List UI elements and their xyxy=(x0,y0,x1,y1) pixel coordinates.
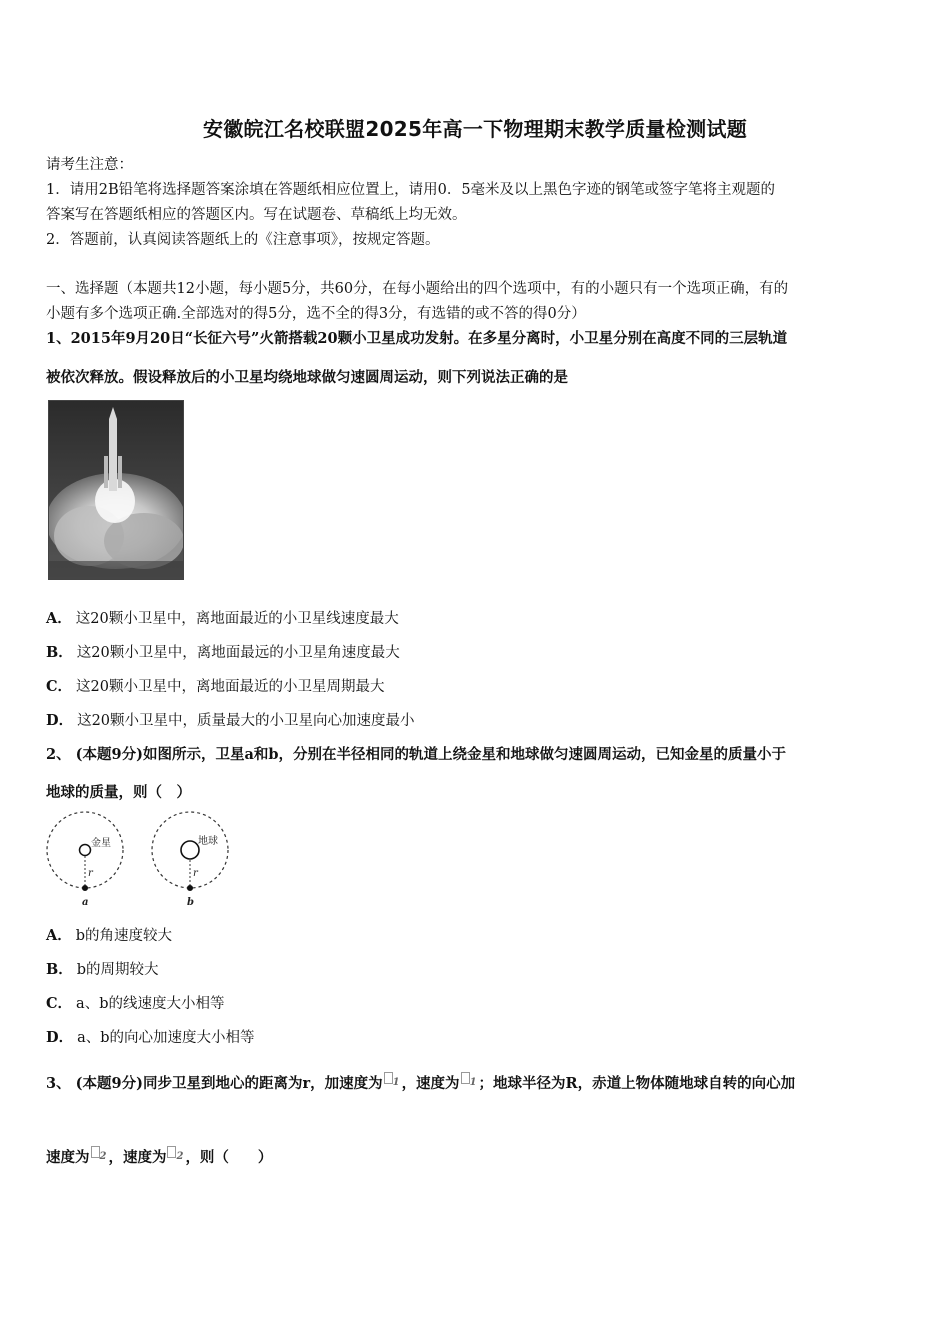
q3-text-e: ，速度为 xyxy=(108,1149,167,1166)
option-letter: B． xyxy=(46,961,73,978)
option-text: 这20颗小卫星中，质量最大的小卫星向心加速度最小 xyxy=(77,713,415,729)
option-letter: B． xyxy=(46,644,73,661)
orbit-diagram-svg xyxy=(42,810,242,908)
earth-label: 地球 xyxy=(198,836,218,847)
venus-label: 金星 xyxy=(91,838,111,849)
satellite-b xyxy=(187,885,193,891)
question-2-line-1: 2、 (本题9分)如图所示，卫星a和b，分别在半径相同的轨道上绕金星和地球做匀速圆周运动，已知金星的质量小于 xyxy=(46,746,786,763)
missing-glyph-icon xyxy=(384,1072,393,1084)
rocket-launch-photo xyxy=(48,400,184,580)
radius-label-left: r xyxy=(88,868,93,879)
page-title: 安徽皖江名校联盟2025年高一下物理期末教学质量检测试题 xyxy=(202,117,748,141)
option-text: 这20颗小卫星中，离地面最近的小卫星周期最大 xyxy=(76,679,385,695)
option-letter: C． xyxy=(46,995,73,1012)
satellite-b-label: b xyxy=(187,897,194,908)
q3-text-d: 速度为 xyxy=(46,1149,90,1166)
option-letter: A． xyxy=(46,927,72,944)
notice-item-1-line-2: 答案写在答题纸相应的答题区内。写在试题卷、草稿纸上均无效。 xyxy=(46,207,467,223)
option-letter: C． xyxy=(46,678,73,695)
option-text: b的周期较大 xyxy=(76,962,159,978)
question-3-line-2 xyxy=(46,1146,272,1167)
option-text: a、b的线速度大小相等 xyxy=(76,996,225,1012)
satellite-a-label: a xyxy=(82,897,89,908)
option-text: b的角速度较大 xyxy=(75,928,173,944)
q3-sub-2: 2 xyxy=(99,1151,107,1162)
notice-heading: 请考生注意： xyxy=(46,157,133,173)
question-1-line-1: 1、2015年9月20日“长征六号”火箭搭载20颗小卫星成功发射。在多星分离时，小卫星分别在高度不同的三层轨道 xyxy=(46,330,788,347)
q3-text-a: 3、 (本题9分)同步卫星到地心的距离为r，加速度为 xyxy=(46,1075,383,1092)
q3-sub-2b: 2 xyxy=(176,1151,184,1162)
section-heading-line-1: 一、选择题（本题共12小题，每小题5分，共60分，在每小题给出的四个选项中，有的小题只有一个选项正确，有的 xyxy=(46,281,789,297)
notice-item-1-line-1: 1．请用2B铅笔将选择题答案涂填在答题纸相应位置上，请用0．5毫米及以上黑色字迹的钢笔或签字笔将主观题的 xyxy=(46,182,776,198)
missing-glyph-icon xyxy=(91,1146,100,1158)
q2-option-c xyxy=(46,992,224,1013)
rocket-launch-image xyxy=(49,401,183,579)
option-letter: A． xyxy=(46,610,72,627)
question-2-line-2: 地球的质量，则（ ） xyxy=(46,784,191,801)
question-1-line-2: 被依次释放。假设释放后的小卫星均绕地球做匀速圆周运动，则下列说法正确的是 xyxy=(46,369,568,386)
earth-planet xyxy=(181,841,199,859)
q2-option-b xyxy=(46,958,159,979)
q3-sub-1: 1 xyxy=(392,1077,400,1088)
satellite-a xyxy=(82,885,88,891)
q3-text-f: ，则（ ） xyxy=(185,1149,273,1166)
q1-option-b xyxy=(46,641,400,662)
q2-option-a xyxy=(46,924,172,945)
q3-sub-1b: 1 xyxy=(469,1077,477,1088)
radius-label-right: r xyxy=(193,868,198,879)
q2-option-d xyxy=(46,1026,255,1047)
option-letter: D． xyxy=(46,1029,74,1046)
option-text: 这20颗小卫星中，离地面最近的小卫星线速度最大 xyxy=(75,611,399,627)
question-3-line-1 xyxy=(46,1072,795,1093)
notice-item-2: 2．答题前，认真阅读答题纸上的《注意事项》，按规定答题。 xyxy=(46,232,440,248)
q1-option-c xyxy=(46,675,385,696)
q1-option-d xyxy=(46,709,415,730)
q3-text-c: ；地球半径为R，赤道上物体随地球自转的向心加 xyxy=(478,1075,796,1092)
venus-planet xyxy=(80,845,91,856)
missing-glyph-icon xyxy=(461,1072,470,1084)
q1-option-a xyxy=(46,607,399,628)
section-heading-line-2: 小题有多个选项正确.全部选对的得5分，选不全的得3分，有选错的或不答的得0分） xyxy=(46,306,586,322)
option-letter: D． xyxy=(46,712,74,729)
q3-text-b: ，速度为 xyxy=(401,1075,460,1092)
orbit-diagram xyxy=(42,810,242,912)
option-text: a、b的向心加速度大小相等 xyxy=(77,1030,255,1046)
option-text: 这20颗小卫星中，离地面最远的小卫星角速度最大 xyxy=(76,645,400,661)
